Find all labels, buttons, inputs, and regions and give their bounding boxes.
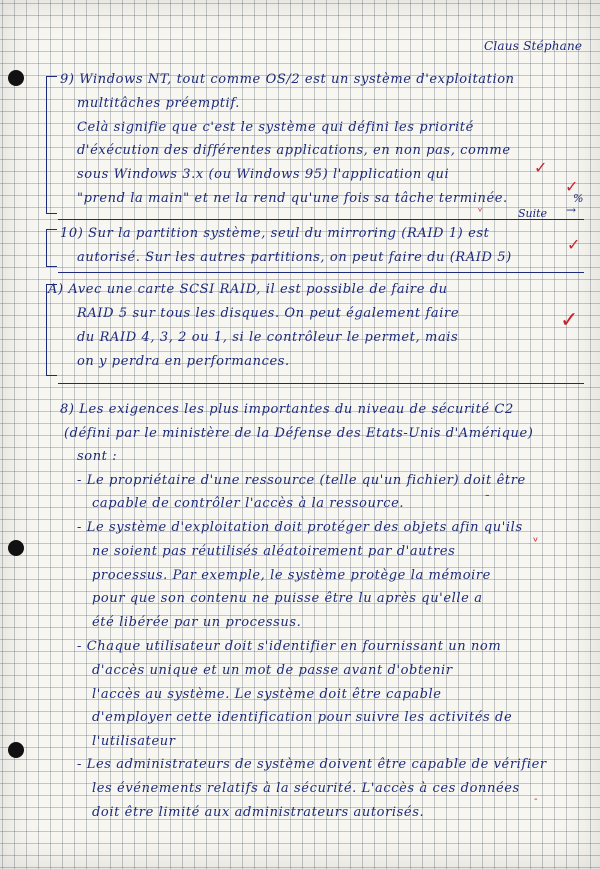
text-line: l'utilisateur [92, 734, 176, 749]
score-mark: % [573, 192, 585, 205]
grading-dash-mark: - [485, 488, 490, 503]
answer-bracket [46, 284, 57, 376]
grading-check-icon: ✓ [534, 158, 548, 177]
grading-check-icon: ✓ [567, 235, 581, 254]
text-line: été libérée par un processus. [92, 615, 302, 630]
text-line: (défini par le ministère de la Défense des Etats-Unis d'Amérique) [64, 426, 534, 441]
text-line: on y perdra en performances. [77, 354, 290, 369]
text-line: d'accès unique et un mot de passe avant d'obtenir [92, 663, 453, 678]
text-line: multitâches préemptif. [77, 96, 240, 111]
text-line: les événements relatifs à la sécurité. L'accès à ces données [92, 781, 520, 796]
text-line: - Le système d'exploitation doit protéger des objets afin qu'ils [77, 520, 523, 535]
text-line: - Chaque utilisateur doit s'identifier en fournissant un nom [77, 639, 502, 654]
text-line: 10) Sur la partition système, seul du mirroring (RAID 1) est [60, 226, 490, 241]
text-line: 8) Les exigences les plus importantes du niveau de sécurité C2 [60, 402, 514, 417]
grading-tick-icon: ᵛ [533, 535, 539, 550]
text-line: du RAID 4, 3, 2 ou 1, si le contrôleur le permet, mais [77, 330, 459, 345]
separator [58, 383, 584, 384]
text-line: sont : [77, 449, 118, 464]
text-line: processus. Par exemple, le système protège la mémoire [92, 568, 491, 583]
punch-hole [8, 742, 24, 758]
text-line: RAID 5 sur tous les disques. On peut également faire [77, 306, 460, 321]
text-line: - Les administrateurs de système doivent être capable de vérifier [77, 757, 547, 772]
text-line: "prend la main" et ne la rend qu'une fois sa tâche terminée. [77, 191, 508, 206]
text-line: l'accès au système. Le système doit être capable [92, 687, 442, 702]
punch-hole [8, 540, 24, 556]
grading-check-icon: ✓ [560, 308, 579, 333]
punch-hole [8, 70, 24, 86]
suite-label: Suite [518, 207, 548, 220]
grading-tick-icon: ᵛ [478, 205, 483, 218]
text-line: ne soient pas réutilisés aléatoirement par d'autres [92, 544, 456, 559]
grading-dash-mark: - [534, 794, 538, 805]
separator [58, 272, 584, 273]
author-name: Claus Stéphane [484, 39, 583, 53]
text-line: doit être limité aux administrateurs autorisés. [92, 805, 425, 820]
text-line: pour que son contenu ne puisse être lu après qu'elle a [92, 591, 483, 606]
text-line: A) Avec une carte SCSI RAID, il est possible de faire du [48, 282, 448, 297]
answer-bracket [46, 229, 57, 267]
text-line: sous Windows 3.x (ou Windows 95) l'application qui [77, 167, 450, 182]
text-line: d'éxécution des différentes applications, en non pas, comme [77, 143, 511, 158]
grading-check-icon: ✓ [565, 177, 579, 196]
separator [58, 219, 584, 220]
text-line: Celà signifie que c'est le système qui défini les priorité [77, 120, 474, 135]
text-line: - Le propriétaire d'une ressource (telle qu'un fichier) doit être [77, 473, 526, 488]
text-line: d'employer cette identification pour suivre les activités de [92, 710, 513, 725]
answer-bracket [46, 76, 57, 214]
text-line: capable de contrôler l'accès à la ressource. [92, 496, 405, 511]
arrow-right-icon: → [566, 203, 577, 217]
text-line: 9) Windows NT, tout comme OS/2 est un système d'exploitation [60, 72, 515, 87]
text-line: autorisé. Sur les autres partitions, on peut faire du (RAID 5) [77, 250, 512, 265]
